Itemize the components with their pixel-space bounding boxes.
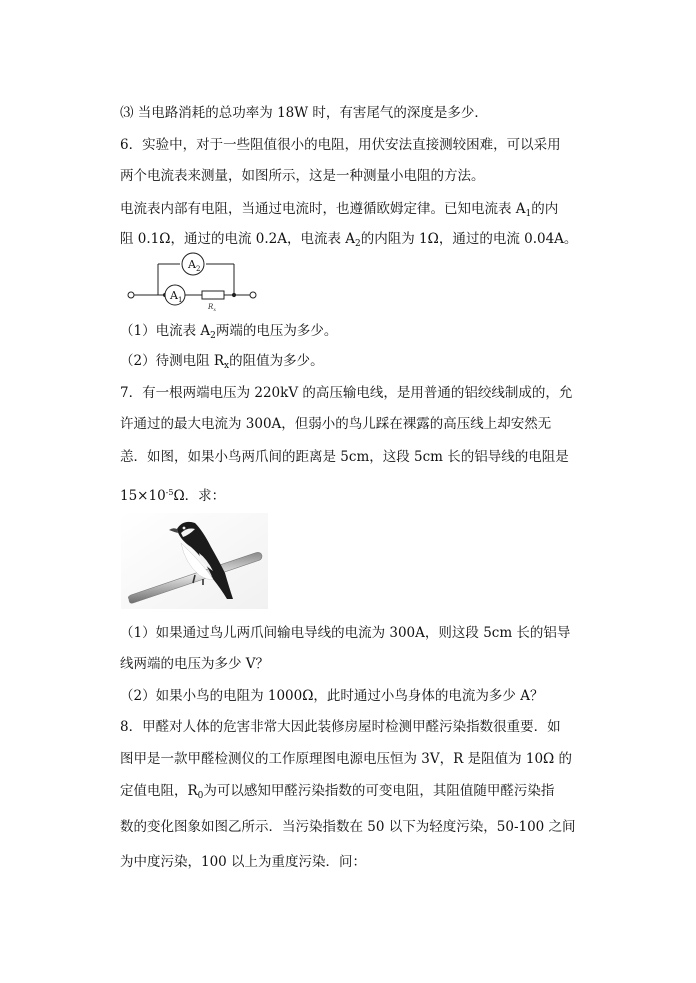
text-line (120, 166, 485, 186)
text-line (120, 383, 572, 403)
text-run: 7．有一根两端电压为 220kV 的高压输电线，是用普通的铝绞线制成的，允 (120, 385, 573, 401)
text-line (120, 717, 561, 737)
text-line (120, 623, 570, 643)
text-run: 恙．如图，如果小鸟两爪间的距离是 5cm，这段 5cm 长的铝导线的电阻是 (120, 449, 569, 465)
text-run: 两个电流表来测量，如图所示，这是一种测量小电阻的方法。 (120, 168, 485, 184)
subscript: x (224, 361, 230, 371)
text-line (120, 686, 543, 706)
text-run: 定值电阻，R (120, 783, 198, 799)
superscript: -5 (165, 488, 174, 497)
text-line (120, 654, 269, 674)
subscript: 2 (210, 331, 216, 341)
text-line (120, 414, 551, 434)
text-run: 两端的电压为多少。 (215, 323, 338, 339)
text-run: 的内阻为 1Ω，通过的电流 0.04A。 (360, 231, 578, 247)
text-line (120, 135, 561, 155)
bird-on-wire-photo (121, 513, 268, 609)
text-line (120, 781, 554, 806)
text-line (120, 199, 558, 224)
text-run: 许通过的最大电流为 300A，但弱小的鸟儿踩在裸露的高压线上却安然无 (120, 416, 552, 432)
text-line (120, 103, 488, 123)
text-run: （1）如果通过鸟儿两爪间输电导线的电流为 300A，则这段 5cm 长的铝导 (120, 625, 571, 641)
subscript: 1 (525, 209, 532, 219)
terminal-left (128, 292, 134, 298)
text-line (120, 817, 576, 837)
text-run: 的内 (531, 201, 559, 217)
text-line (120, 321, 337, 346)
subscript: 2 (355, 239, 361, 249)
text-run: ⑶ 当电路消耗的总功率为 18W 时，有害尾气的深度是多少． (120, 105, 488, 121)
text-run: （2）如果小鸟的电阻为 1000Ω，此时通过小鸟身体的电流为多少 A？ (120, 688, 544, 704)
text-run: 为可以感知甲醛污染指数的可变电阻，其阻值随甲醛污染指 (203, 783, 555, 799)
circuit-diagram (122, 246, 262, 316)
resistor-rx (202, 291, 224, 299)
text-run: （1）电流表 A (120, 323, 211, 339)
terminal-right (250, 292, 256, 298)
text-run: 为中度污染，100 以上为重度污染．问： (120, 854, 367, 870)
text-run: 6．实验中，对于一些阻值很小的电阻，用伏安法直接测较困难，可以采用 (120, 137, 561, 153)
text-run: 8．甲醛对人体的危害非常大因此装修房屋时检测甲醛污染指数很重要．如 (120, 719, 561, 735)
text-line (120, 351, 324, 376)
subscript: 0 (197, 791, 204, 801)
resistor-label: $R_x$ (208, 303, 217, 313)
text-run: Ω．求： (173, 488, 226, 504)
text-run: 电流表内部有电阻，当通过电流时，也遵循欧姆定律。已知电流表 A (120, 201, 526, 217)
ammeter-a2-label: $A_2$ (188, 258, 201, 273)
ammeter-a1-label: $A_1$ (170, 289, 183, 304)
text-line (120, 852, 366, 872)
text-run: 图甲是一款甲醛检测仪的工作原理图电源电压恒为 3V，R 是阻值为 10Ω 的 (120, 751, 573, 767)
text-run: （2）待测电阻 R (120, 353, 225, 369)
text-run: 的阻值为多少。 (229, 353, 324, 369)
text-run: 15×10 (120, 488, 166, 504)
text-run: 阻 0.1Ω，通过的电流 0.2A，电流表 A (120, 231, 356, 247)
text-line (120, 749, 572, 769)
text-line (120, 483, 225, 506)
text-line (120, 447, 569, 467)
text-run: 线两端的电压为多少 V？ (120, 656, 270, 672)
text-run: 数的变化图象如图乙所示．当污染指数在 50 以下为轻度污染，50-100 之间 (120, 819, 576, 835)
